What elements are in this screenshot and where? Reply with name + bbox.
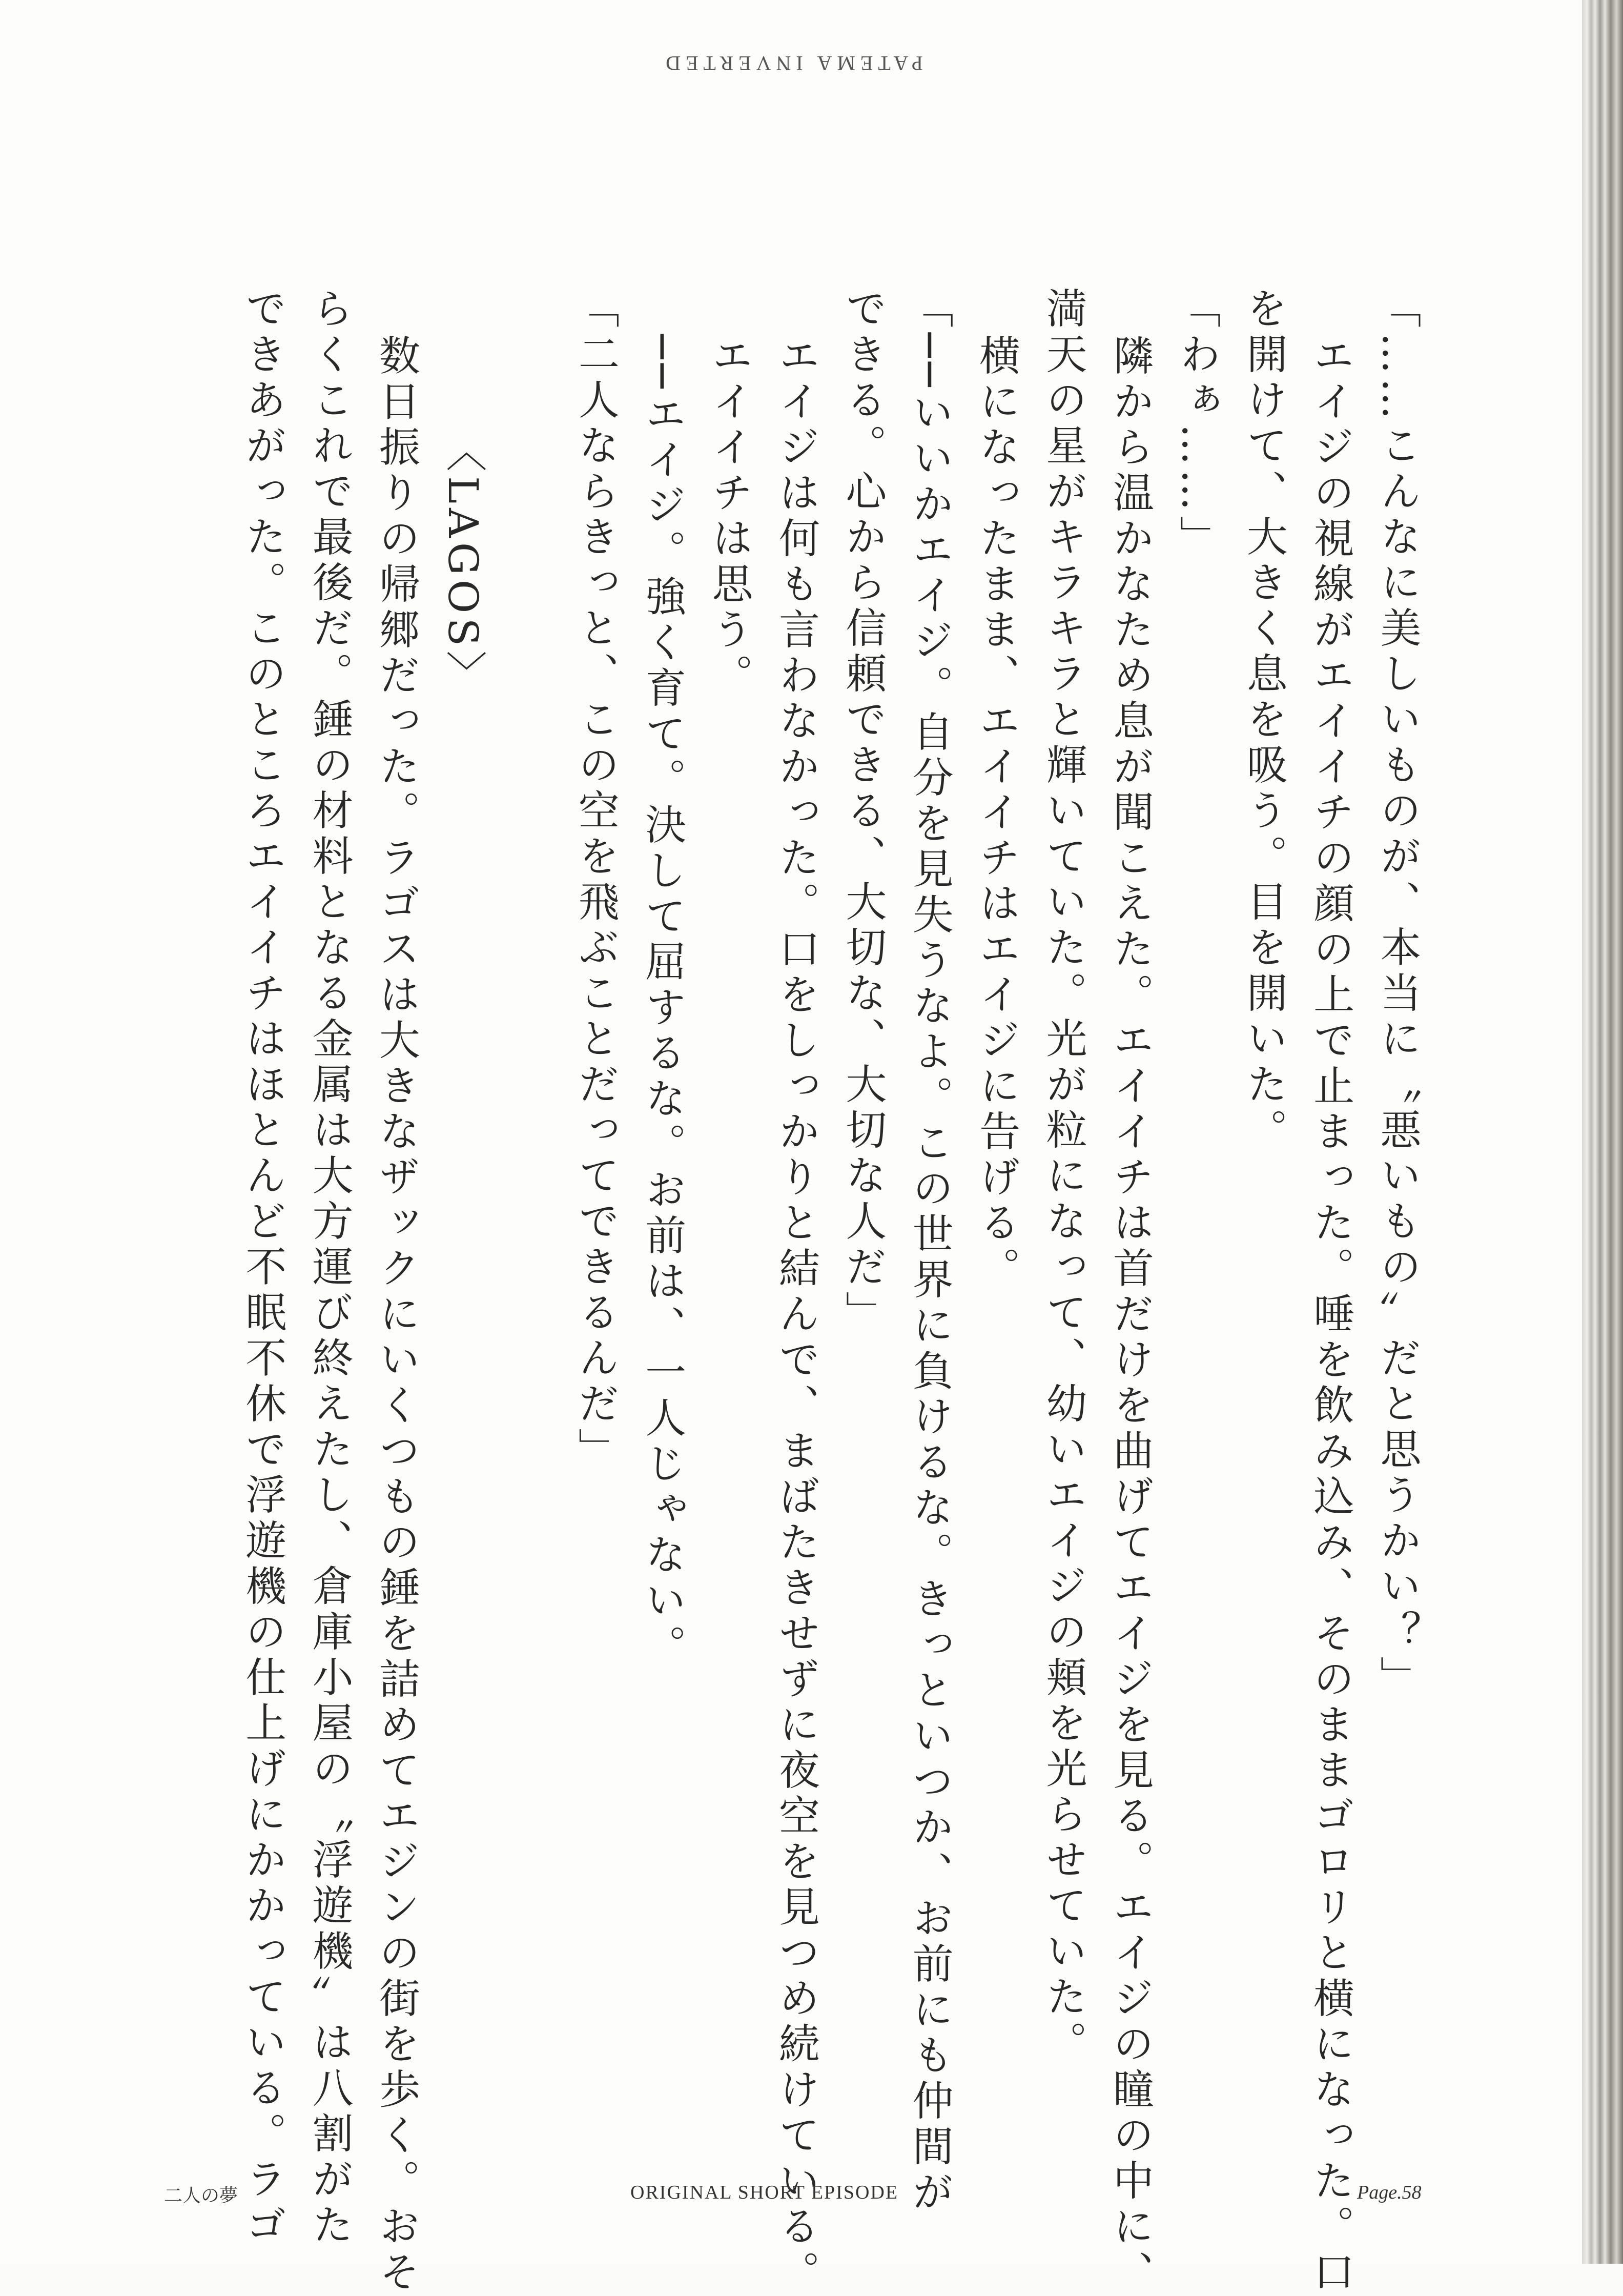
text-line: 数日振りの帰郷だった。ラゴスは大きなザックにいくつもの錘を詰めてエジンの街を歩く。おそ (372, 334, 420, 2296)
section-break (503, 287, 554, 1979)
page-footer (0, 2181, 1584, 2222)
section-label: ORIGINAL SHORT EPISODE (630, 2182, 899, 2203)
text-line: 横になったまま、エイイチはエイジに告げる。 (972, 334, 1020, 1292)
text-line: エイイチは思う。 (705, 334, 753, 699)
text-line: できあがった。このところエイイチはほとんど不眠不休で浮遊機の仕上げにかかっている。ラゴ (238, 287, 286, 2249)
text-line: を開けて、大きく息を吸う。目を開いた。 (1240, 287, 1288, 1154)
text-line: 「──いいかエイジ。自分を見失うなよ。この世界に負けるな。きっといつか、お前にも仲間が (906, 287, 954, 2217)
running-header: PATEMA INVERTED (661, 52, 923, 75)
text-line: できる。心から信頼できる、大切な、大切な人だ」 (838, 287, 887, 1336)
page-number: Page.58 (1357, 2182, 1422, 2203)
text-line: 「わぁ……」 (1173, 287, 1221, 561)
text-line: 「二人ならきっと、この空を飛ぶことだってできるんだ」 (571, 287, 620, 1473)
book-page-edge (1582, 0, 1623, 2264)
section-heading: 〈LAGOS〉 (439, 431, 487, 697)
text-line: らくこれで最後だ。錘の材料となる金属は大方運び終えたし、倉庫小屋の〝浮遊機〟は八割がた (305, 287, 354, 2249)
text-line: 隣から温かなため息が聞こえた。エイイチは首だけを曲げてエイジを見る。エイジの瞳の中に、 (1106, 334, 1154, 2296)
text-line: エイジは何も言わなかった。口をしっかりと結んで、まばたきせずに夜空を見つめ続けている。 (772, 334, 820, 2296)
text-line: ──エイジ。強く育て。決して屈するな。お前は、一人じゃない。 (638, 334, 686, 1671)
text-line: エイジの視線がエイイチの顔の上で止まった。唾を飲み込み、そのままゴロリと横になった。口 (1306, 334, 1354, 2296)
text-line: 満天の星がキラキラと輝いていた。光が粒になって、幼いエイジの頬を光らせていた。 (1039, 287, 1087, 2066)
text-line: 「……こんなに美しいものが、本当に〝悪いもの〟だと思うかい？」 (1373, 287, 1421, 1701)
chapter-title: 二人の夢 (164, 2185, 238, 2206)
